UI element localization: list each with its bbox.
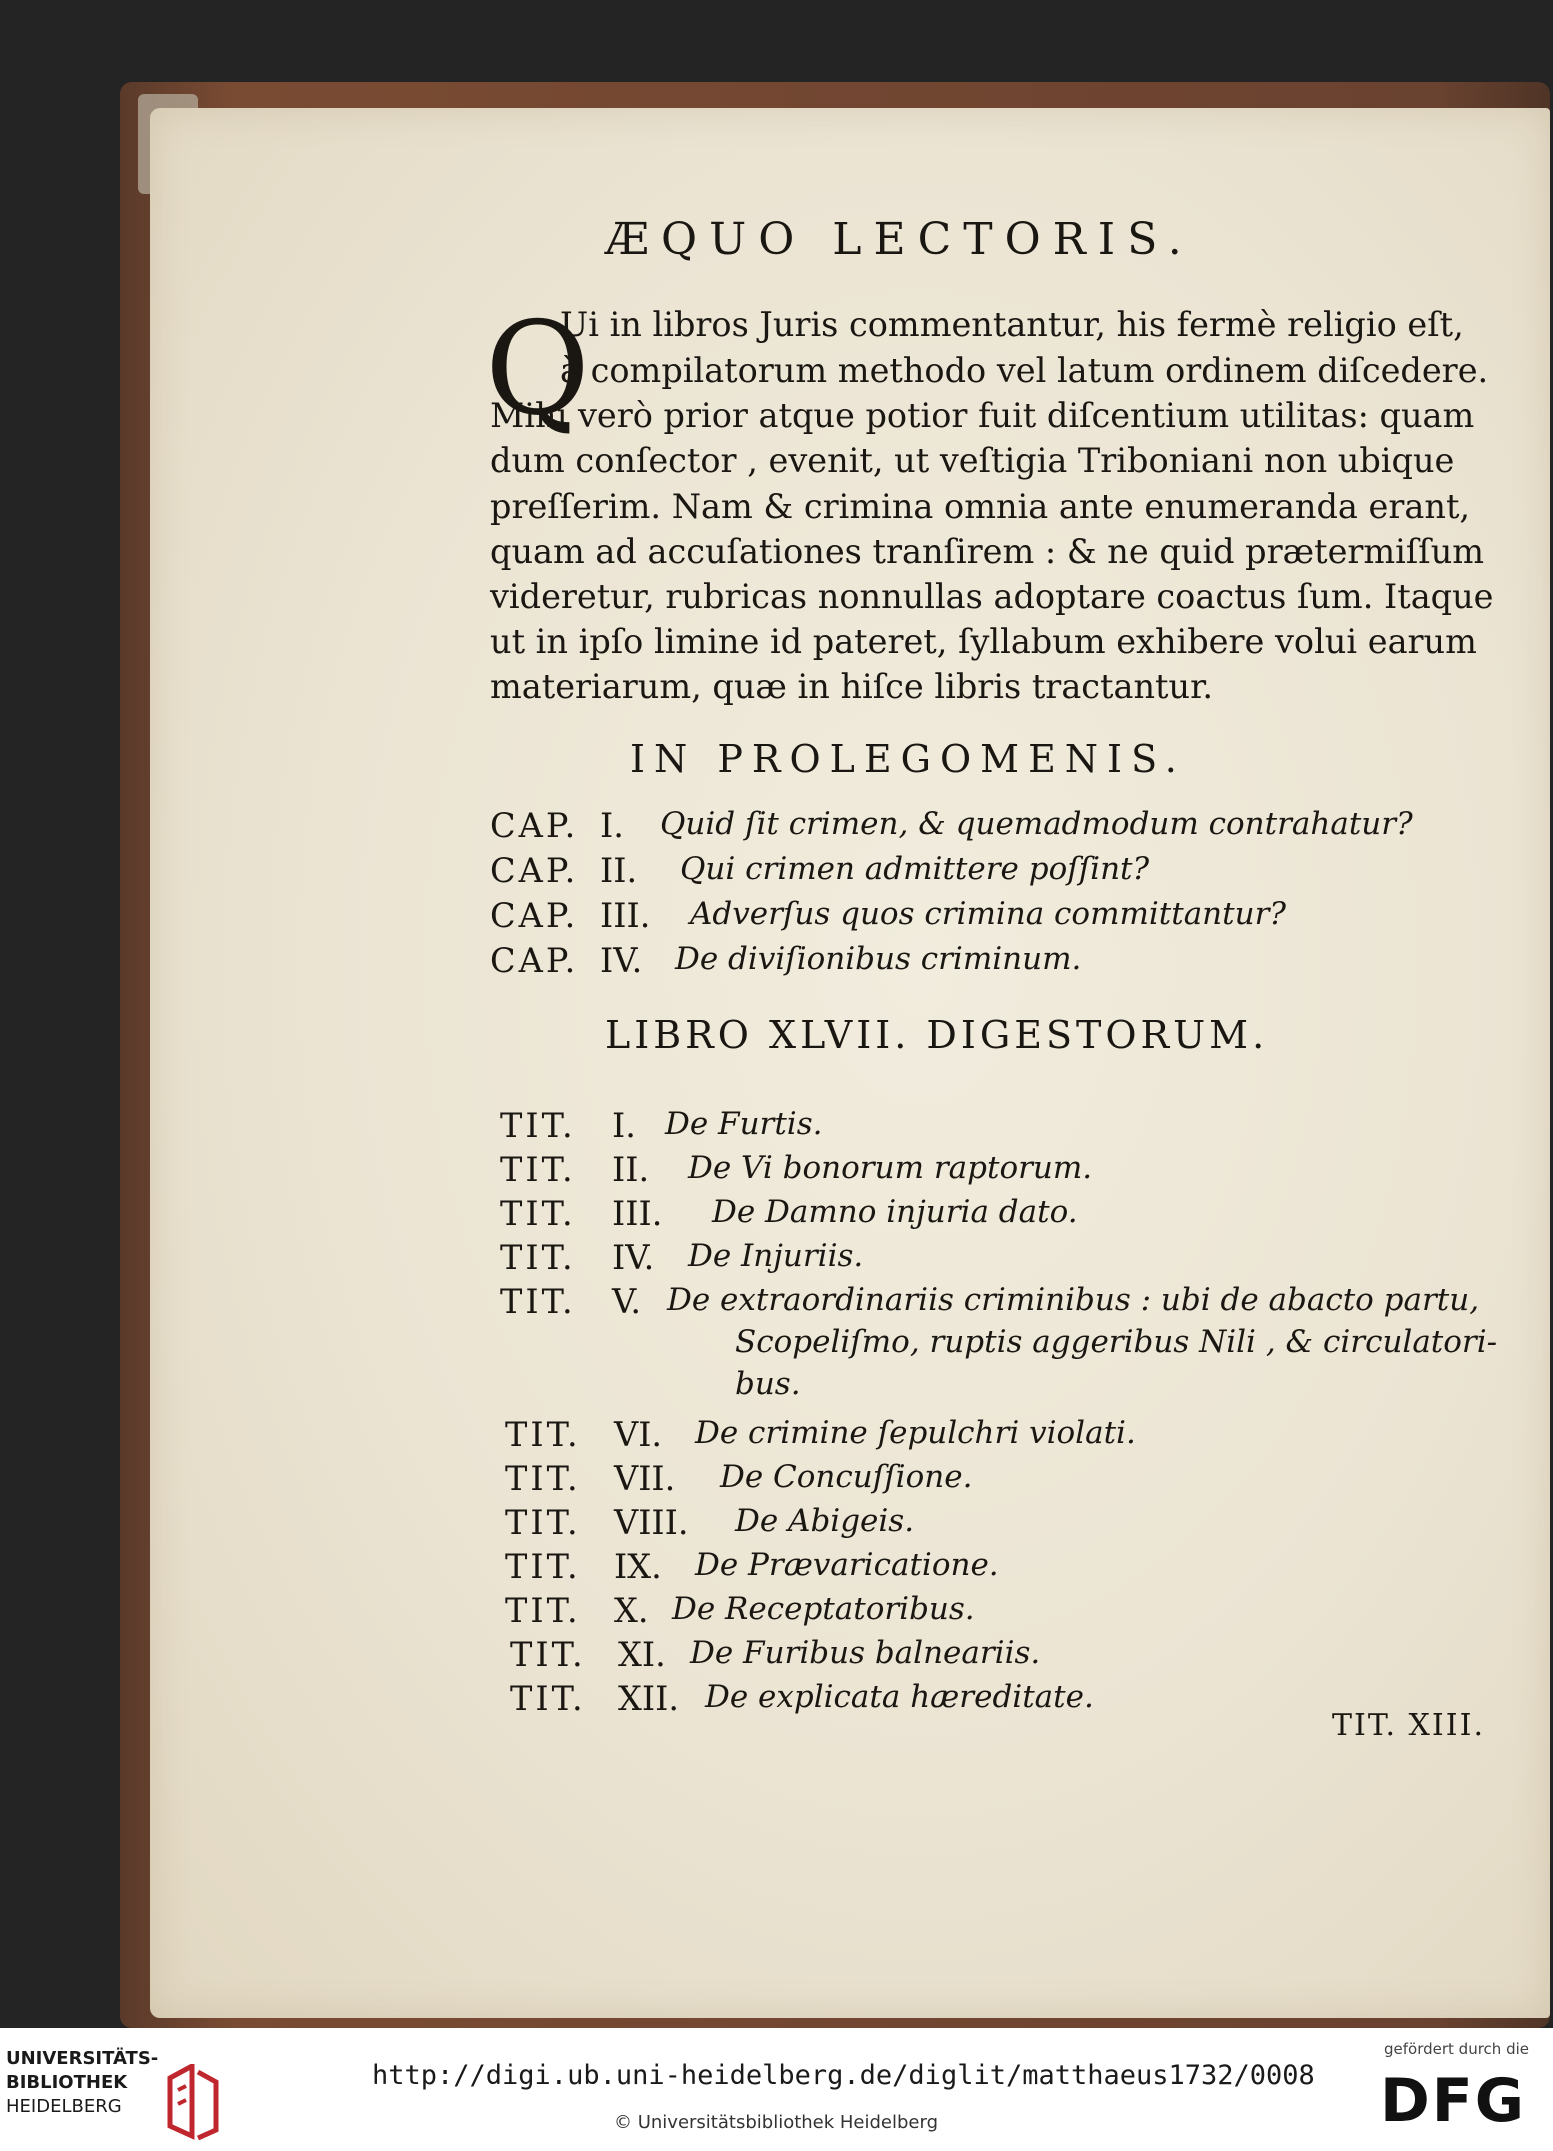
tit-title: De explicata hæreditate. [705, 1679, 1094, 1715]
tit-title: De Prævaricatione. [695, 1547, 999, 1583]
intro-line-7: videretur, rubricas nonnullas adoptare coactus ſum. Itaque [490, 577, 1494, 616]
tit-v-continuation-2: bus. [735, 1366, 801, 1402]
tit-label: TIT. [510, 1679, 586, 1718]
heading-prolegomena: IN PROLEGOMENIS. [630, 737, 1186, 781]
cap-label: CAP. [490, 806, 579, 845]
tit-label: TIT. [510, 1635, 586, 1674]
tit-title: De extraordinariis criminibus : ubi de abacto partu, [667, 1282, 1480, 1318]
tit-number: XII. [618, 1679, 679, 1718]
tit-number: XI. [618, 1635, 666, 1674]
tit-label: TIT. [500, 1150, 576, 1189]
tit-number: VI. [614, 1415, 663, 1454]
heading-aequo-lectoris: ÆQUO LECTORIS. [605, 214, 1194, 265]
tit-title: De Abigeis. [735, 1503, 915, 1539]
tit-label: TIT. [500, 1238, 576, 1277]
tit-number: X. [614, 1591, 649, 1630]
library-emblem-icon [164, 2064, 222, 2140]
tit-label: TIT. [505, 1547, 581, 1586]
tit-number: VIII. [614, 1503, 689, 1542]
library-name-line-3: HEIDELBERG [6, 2096, 122, 2117]
intro-line-1: Ui in libros Juris commentantur, his fermè religio eſt, [560, 305, 1464, 344]
tit-title: De Furibus balneariis. [690, 1635, 1041, 1671]
cap-title: Qui crimen admittere poſſint? [680, 851, 1150, 887]
tit-label: TIT. [505, 1503, 581, 1542]
cap-label: CAP. [490, 896, 579, 935]
tit-title: De Concuſſione. [720, 1459, 973, 1495]
tit-number: V. [612, 1282, 641, 1321]
copyright-notice: © Universitätsbibliothek Heidelberg [614, 2112, 939, 2133]
tit-v-continuation-1: Scopeliſmo, ruptis aggeribus Nili , & circulatori- [735, 1324, 1498, 1360]
tit-number: VII. [614, 1459, 676, 1498]
permalink-url[interactable]: http://digi.ub.uni-heidelberg.de/diglit/matthaeus1732/0008 [372, 2060, 1315, 2091]
catchword: TIT. XIII. [1332, 1708, 1485, 1743]
tit-label: TIT. [500, 1106, 576, 1145]
intro-line-5: preſſerim. Nam & crimina omnia ante enumeranda erant, [490, 487, 1471, 526]
funder-note: gefördert durch die [1384, 2040, 1529, 2058]
cap-label: CAP. [490, 941, 579, 980]
dfg-logo[interactable]: DFG [1380, 2066, 1527, 2136]
cap-number: I. [600, 806, 624, 845]
intro-line-9: materiarum, quæ in hiſce libris tractantur. [490, 667, 1214, 706]
tit-title: De Receptatoribus. [672, 1591, 975, 1627]
tit-title: De Vi bonorum raptorum. [688, 1150, 1093, 1186]
cap-title: Adverſus quos crimina committantur? [690, 896, 1287, 932]
intro-line-6: quam ad accuſationes tranſirem : & ne quid prætermiſſum [490, 532, 1485, 571]
intro-line-3: Mihi verò prior atque potior fuit diſcentium utilitas: quam [490, 396, 1475, 435]
library-name-line-1: UNIVERSITÄTS- [6, 2048, 159, 2069]
cap-label: CAP. [490, 851, 579, 890]
cap-title: Quid ſit crimen, & quemadmodum contrahatur? [660, 806, 1413, 842]
footer-bar [0, 2028, 1553, 2151]
cap-number: III. [600, 896, 651, 935]
tit-number: III. [612, 1194, 663, 1233]
intro-line-2: à compilatorum methodo vel latum ordinem diſcedere. [560, 351, 1489, 390]
dropcap-initial: Q [485, 295, 590, 444]
heading-libro-digestorum: LIBRO XLVII. DIGESTORUM. [605, 1013, 1269, 1057]
library-logo[interactable] [6, 2048, 226, 2138]
tit-label: TIT. [500, 1194, 576, 1233]
intro-line-8: ut in ipſo limine id pateret, ſyllabum exhibere volui earum [490, 622, 1477, 661]
library-name-line-2: BIBLIOTHEK [6, 2072, 128, 2093]
tit-number: I. [612, 1106, 636, 1145]
tit-title: De Injuriis. [688, 1238, 864, 1274]
tit-label: TIT. [505, 1459, 581, 1498]
tit-title: De Furtis. [665, 1106, 823, 1142]
tit-number: IV. [612, 1238, 655, 1277]
tit-label: TIT. [505, 1591, 581, 1630]
tit-title: De crimine ſepulchri violati. [695, 1415, 1136, 1451]
tit-number: II. [612, 1150, 650, 1189]
cap-number: II. [600, 851, 638, 890]
tit-title: De Damno injuria dato. [712, 1194, 1078, 1230]
intro-line-4: dum conſector , evenit, ut veſtigia Triboniani non ubique [490, 441, 1455, 480]
tit-number: IX. [614, 1547, 662, 1586]
tit-label: TIT. [505, 1415, 581, 1454]
tit-label: TIT. [500, 1282, 576, 1321]
cap-number: IV. [600, 941, 643, 980]
cap-title: De diviſionibus criminum. [675, 941, 1082, 977]
